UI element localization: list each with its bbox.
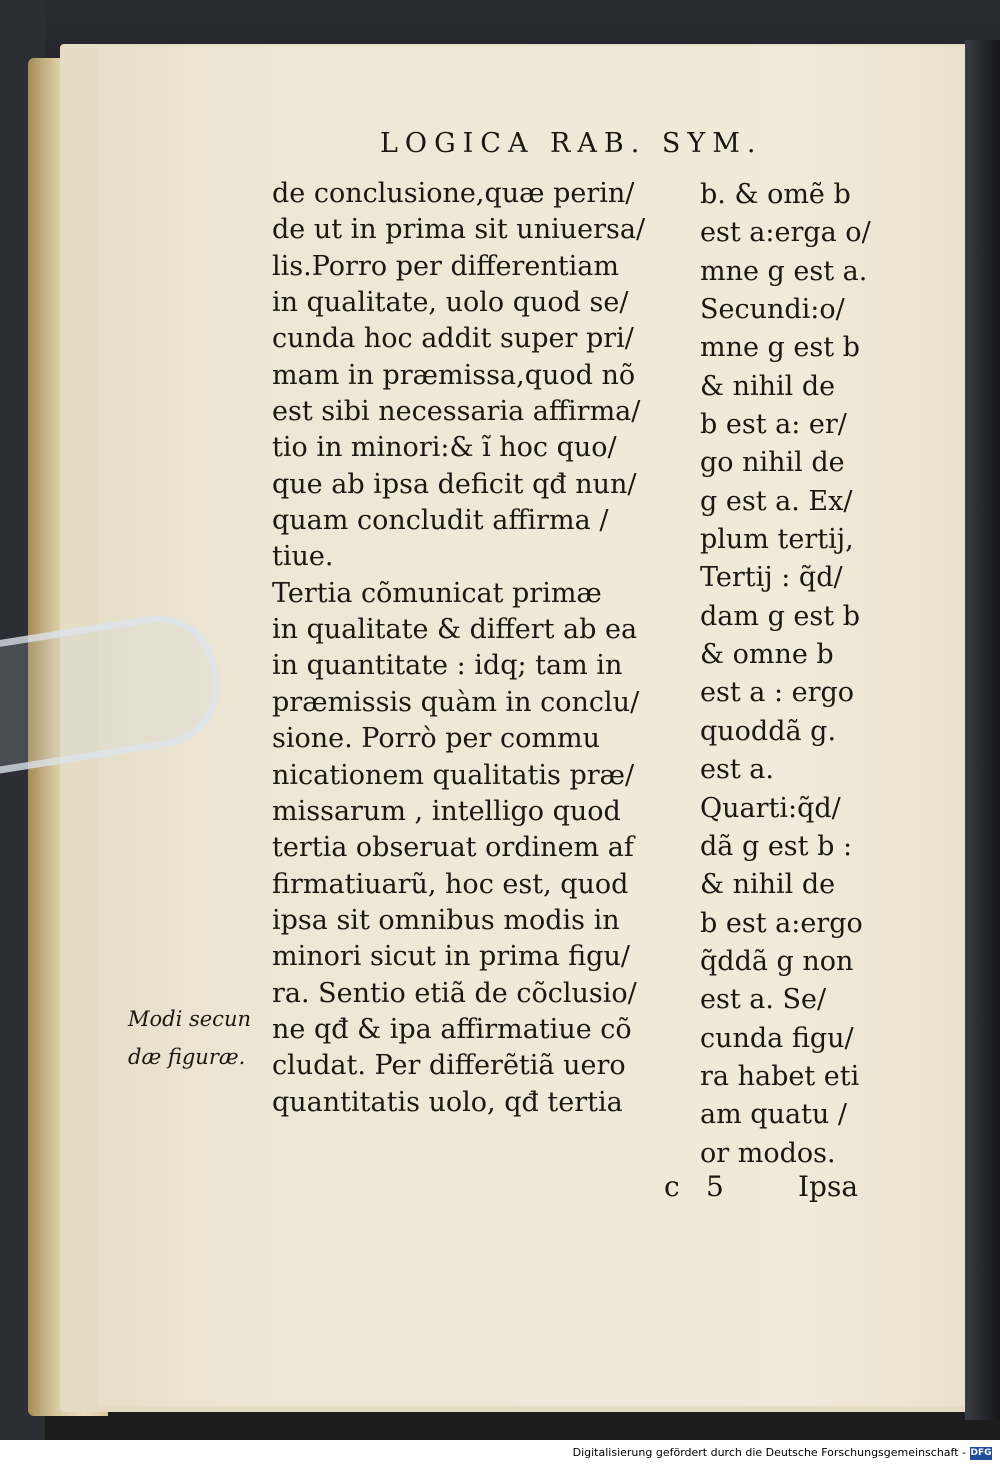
catchword: Ipsa <box>798 1170 859 1203</box>
dfg-logo-icon: DFG <box>970 1448 992 1458</box>
text-line: dam g est b <box>700 600 860 632</box>
margin-note <box>128 1000 251 1076</box>
text-line: missarum , intelligo quod <box>272 795 621 827</box>
credit-text: Digitalisierung gefördert durch die Deutsche Forschungsgemeinschaft - <box>572 1446 966 1459</box>
text-line: go nihil de <box>700 447 845 479</box>
text-line: am quatu / <box>700 1099 847 1131</box>
text-line: in qualitate & differt ab ea <box>272 614 638 646</box>
text-line: quam concludit affirma / <box>272 505 609 537</box>
text-line: firmatiuarũ, hoc est, quod <box>272 868 629 900</box>
signature-letter: c <box>664 1170 680 1203</box>
text-line: & nihil de <box>700 869 836 901</box>
text-line: & omne b <box>700 639 834 671</box>
text-line: ra habet eti <box>700 1060 860 1092</box>
text-line: de ut in prima sit uniuersa/ <box>272 214 646 246</box>
text-line: cludat. Per differẽtiã uero <box>272 1050 626 1082</box>
text-line: tiue. <box>272 541 334 573</box>
gutter-shadow <box>965 40 1000 1420</box>
signature-number: 5 <box>706 1170 724 1203</box>
text-line: ne qđ & ipa affirmatiue cõ <box>272 1013 632 1045</box>
main-text-column <box>272 176 664 1121</box>
text-line: b est a:ergo <box>700 907 863 939</box>
text-line: Tertia cõmunicat primæ <box>272 577 602 609</box>
text-line: est a : ergo <box>700 677 855 709</box>
text-line: est sibi necessaria affirma/ <box>272 396 641 428</box>
text-line: b est a: er/ <box>700 409 847 441</box>
text-line: Quarti:q̃d/ <box>700 792 841 824</box>
text-line: Secundi:o/ <box>700 294 845 326</box>
text-line: dã g est b : <box>700 830 853 862</box>
text-line: nicationem qualitatis præ/ <box>272 759 635 791</box>
text-line: Tertij : q̃d/ <box>700 562 843 594</box>
text-line: præmissis quàm in conclu/ <box>272 686 640 718</box>
text-line: sione. Porrò per commu <box>272 723 600 755</box>
text-line: or modos. <box>700 1137 836 1169</box>
text-line: mne g est b <box>700 332 860 364</box>
margin-note-line: Modi secun <box>128 1007 251 1031</box>
text-line: g est a. Ex/ <box>700 485 853 517</box>
running-head: LOGICA RAB. SYM. <box>380 128 763 159</box>
text-line: in quantitate : idq; tam in <box>272 650 623 682</box>
text-line: de conclusione,quæ perin/ <box>272 178 635 209</box>
text-line: que ab ipsa deficit qđ nun/ <box>272 468 637 500</box>
text-line: quantitatis uolo, qđ tertia <box>272 1086 623 1118</box>
text-line: plum tertij, <box>700 524 854 556</box>
text-line: cunda figu/ <box>700 1022 854 1054</box>
text-line: ra. Sentio etiã de cõclusio/ <box>272 977 637 1009</box>
text-line: cunda hoc addit super pri/ <box>272 323 634 355</box>
text-line: in qualitate, uolo quod se/ <box>272 287 629 319</box>
text-line: mam in præmissa,quod nõ <box>272 359 636 391</box>
text-line: est a. <box>700 754 774 786</box>
side-text-column <box>700 176 890 1173</box>
text-line: tertia obseruat ordinem af <box>272 832 634 864</box>
text-line: b. & omẽ b <box>700 179 851 210</box>
text-line: est a. Se/ <box>700 984 827 1016</box>
text-line: minori sicut in prima figu/ <box>272 941 630 973</box>
text-line: mne g est a. <box>700 255 868 287</box>
text-line: ipsa sit omnibus modis in <box>272 904 620 936</box>
text-line: lis.Porro per differentiam <box>272 250 619 282</box>
margin-note-line: dæ figuræ. <box>128 1045 246 1069</box>
text-line: est a:erga o/ <box>700 217 871 249</box>
text-line: tio in minori:& ĩ hoc quo/ <box>272 432 617 464</box>
text-line: quoddã g. <box>700 715 837 747</box>
text-line: q̃ddã g non <box>700 945 854 977</box>
text-line: & nihil de <box>700 370 836 402</box>
